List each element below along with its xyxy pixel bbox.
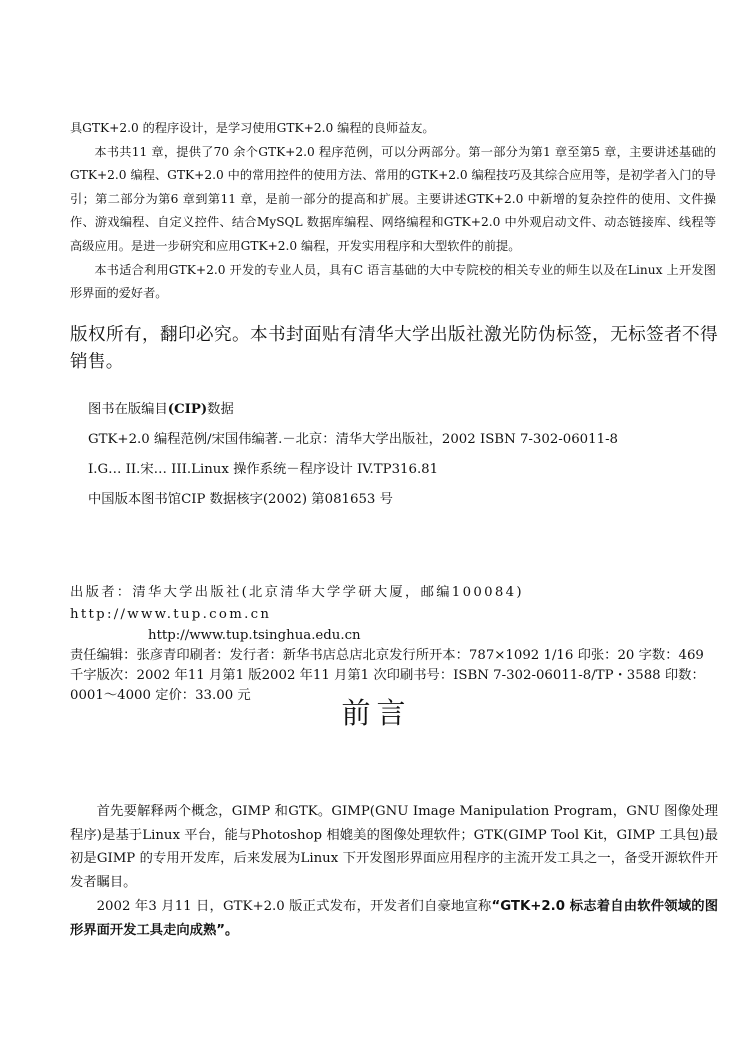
intro-paragraph-2: 本书共11 章，提供了70 余个GTK+2.0 程序范例，可以分两部分。第一部分为第1 章至第5 章，主要讲述基础的GTK+2.0 编程、GTK+2.0 中的常用控件的使用方法、常用的GTK+2.0 编程技巧及其综合应用等，是初学者入门的导引；第二部分为第6 章到第11 章，是前一部分的提高和扩展。主要讲述GTK+2.0 中新增的复杂控件的使用、文件操作、游戏编程、自定义控件、结合MySQL 数据库编程、网络编程和GTK+2.0 中外观启动文件、动态链接库、线程等高级应用。是进一步研究和应用GTK+2.0 编程，开发实用程序和大型软件的前提。 <box>70 144 716 253</box>
preface-paragraph-1: 首先要解释两个概念，GIMP 和GTK。GIMP(GNU Image Manipulation Program，GNU 图像处理程序)是基于Linux 平台，能与Photoshop 相媲美的图像处理软件；GTK(GIMP Tool Kit，GIMP 工具包)最初是GIMP 的专用开发库，后来发展为Linux 下开发图形界面应用程序的主流开发工具之一，备受开源软件开发者瞩目。 <box>70 804 718 891</box>
preface-body <box>70 800 718 942</box>
cip-title-suffix: 数据 <box>207 402 234 417</box>
publisher-url-2: http://www.tup.tsinghua.edu.cn <box>148 628 361 643</box>
preface-heading: 前言 <box>341 696 412 730</box>
cip-line-3: 中国版本图书馆CIP 数据核字(2002) 第081653 号 <box>88 492 393 507</box>
cip-line-1: GTK+2.0 编程范例/宋国伟编著.－北京：清华大学出版社，2002 ISBN 7-302-06011-8 <box>88 432 619 447</box>
publisher-info <box>70 582 718 706</box>
cip-title <box>88 401 728 431</box>
cip-title-prefix: 图书在版编目 <box>88 402 168 417</box>
preface-paragraph-2 <box>70 895 718 942</box>
preface-paragraph-2-text: 2002 年3 月11 日，GTK+2.0 版正式发布，开发者们自豪地宣称 <box>96 898 492 914</box>
copyright-notice: 版权所有，翻印必究。本书封面贴有清华大学出版社激光防伪标签，无标签者不得销售。 <box>70 325 718 372</box>
cip-line-2: I.G… II.宋… III.Linux 操作系统－程序设计 IV.TP316.81 <box>88 462 439 477</box>
publisher-details: 责任编辑：张彦青印刷者：发行者：新华书店总店北京发行所开本：787×1092 1/16 印张：20 字数：469 千字版次：2002 年11 月第1 版2002 年11 月第1 次印刷书号：ISBN 7-302-06011-8/TP・3588 印数：0001～4000 定价：33.00 元 <box>70 648 705 703</box>
cip-block <box>88 401 728 521</box>
intro-section <box>70 117 716 306</box>
preface-paragraph-2-emphasis: “GTK+2.0 标志着自由软件领域的图形界面开发工具走向成熟”。 <box>70 898 718 938</box>
intro-paragraph-3: 本书适合利用GTK+2.0 开发的专业人员，具有C 语言基础的大中专院校的相关专业的师生以及在Linux 上开发图形界面的爱好者。 <box>70 262 716 301</box>
publisher-line-1: 出版者：清华大学出版社(北京清华大学学研大厦，邮编100084) http://www.tup.com.cn <box>70 585 524 622</box>
intro-paragraph-1: 具GTK+2.0 的程序设计，是学习使用GTK+2.0 编程的良师益友。 <box>70 121 435 135</box>
cip-title-bold: (CIP) <box>167 402 208 417</box>
